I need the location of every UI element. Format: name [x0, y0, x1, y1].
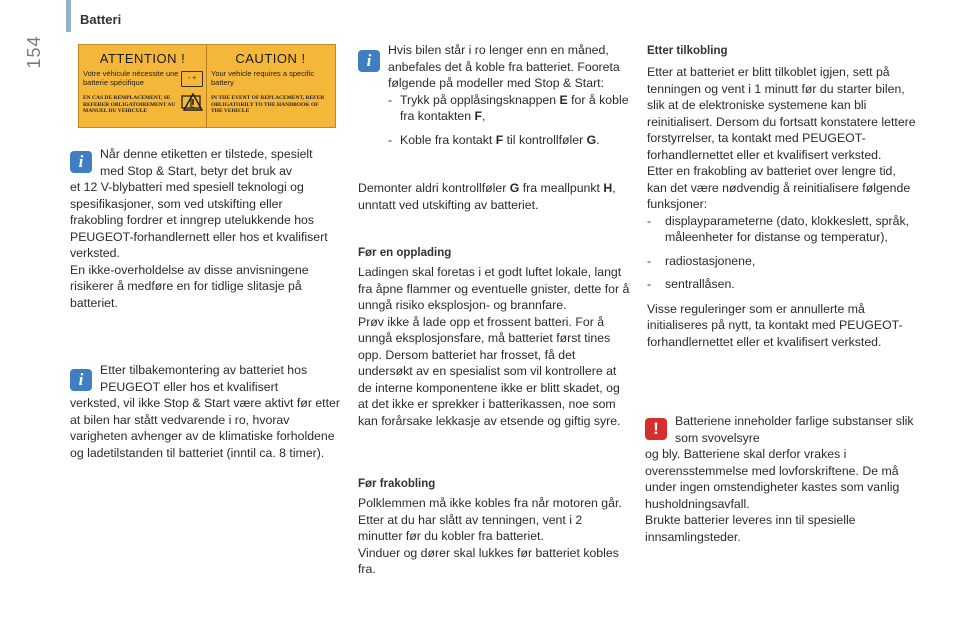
- note-label-meaning: [70, 146, 338, 311]
- info-icon: i: [70, 151, 92, 173]
- after-connect-body: Etter at batteriet er blitt tilkoblet igjen, sett på tenningen og vent i 1 minutt før du starter bilen, slik at de elektroniske systemene kan bli reinitialisert. Dersom du fortsatt konstatere lettere forstyrrelser, ta kontakt med PEUGEOT-forhandlernettet eller et kvalifisert verksted.: [647, 65, 916, 162]
- after-connect-body-3: Visse reguleringer som er annullerte må initialiseres på nytt, ta kontakt med PEUGEOT-forhandlernettet eller et kvalifisert verksted.: [647, 301, 903, 349]
- key-label: F: [474, 109, 483, 123]
- heading-after-connect: Etter tilkobling: [647, 45, 728, 57]
- disposal-body: og bly. Batteriene skal derfor vrakes i overensstemmelse med lovforskriftene. De må under ingen omstendigheter kastes som vanlig husholdningsavfall.: [645, 447, 900, 511]
- note-stop-start: [70, 362, 342, 461]
- heading-charging: Før en opplading: [358, 247, 452, 259]
- note-long-parking: [358, 42, 630, 148]
- after-connect-body-2: Etter en frakobling av batteriet over lengre tid, kan det være nødvendig å reinitialisere følgende funksjoner:: [647, 164, 911, 211]
- note-long-parking-intro: Hvis bilen står i ro lenger enn en måned, anbefales det å koble fra batteriet. Fooreta følgende på modeller med Stop & Start:: [388, 43, 620, 90]
- charging-body-2: Prøv ikke å lade opp et frossent batteri. For å unngå eksplosjonsfare, må batteriet først tines opp. Dersom batteriet har frosset, få det undersøkt av en spesialist som vil kontrollere at de interne komponentene ikke er blitt skadet, og at det ikke er sprekker i batterikassen, noe som kan forårsake lekkasje av etsende og giftig syre.: [358, 314, 621, 428]
- label-french-warning: EN CAS DE REMPLACEMENT, SE REFERER OBLIGATOIREMENT AU MANUEL DU VEHICULE: [83, 95, 176, 114]
- demonter-warning: Demonter aldri kontrollføler G fra meallpunkt H, unntatt ved utskifting av batteriet.: [358, 181, 616, 212]
- note-stop-start-lead: Etter tilbakemontering av batteriet hos PEUGEOT eller hos et kvalifisert: [100, 363, 308, 394]
- note-stop-start-body: verksted, vil ikke Stop & Start være aktivt før etter at bilen har stått vedvarende i ro, hvorav varigheten avhenger av de klimatiske forholdene og ladetilstanden til batteriet (inntil ca. 8 timer).: [70, 396, 340, 460]
- label-english-half: [207, 45, 334, 127]
- charging-body: Ladingen skal foretas i et godt luftet lokale, langt fra åpne flammer og eventuelle gnister, dette for å unngå risiko eksplosjon- og brannfare.: [358, 265, 630, 312]
- disposal-body-2: Brukte batterier leveres inn til spesielle innsamlingsteder.: [645, 513, 856, 544]
- label-french-title: ATTENTION !: [99, 51, 186, 66]
- note-label-lead: Når denne etiketten er tilstede, spesielt med Stop & Start, betyr det bruk av: [100, 147, 313, 178]
- list-item: - sentrallåsen.: [647, 277, 735, 291]
- charging-section: [358, 264, 630, 429]
- disconnect-body-2: Etter at du har slått av tenningen, vent i 2 minutter før du kobler fra batteriet.: [358, 512, 583, 543]
- disconnect-section: [358, 495, 630, 578]
- info-icon: i: [70, 369, 92, 391]
- after-connect-section: [647, 64, 917, 350]
- note-label-body: et 12 V-blybatteri med spesiell teknologi og spesifikasjoner, som ved utskifting eller frakobling fordrer et inngrep utelukkende hos PEUGEOT-forhandlernett eller hos et kvalifisert verksted.: [70, 180, 328, 260]
- note-battery-disposal: [645, 413, 917, 545]
- list-item: - radiostasjonene,: [647, 253, 756, 268]
- battery-icon: - +: [181, 71, 203, 87]
- info-icon: i: [358, 50, 380, 72]
- key-label: G: [586, 132, 597, 147]
- list-item: - displayparameterne (dato, klokkeslett, språk, måleenheter for distanse og temperatur),: [647, 213, 910, 244]
- key-label: E: [559, 92, 568, 107]
- note-label-body-2: En ikke-overholdelse av disse anvisningene risikerer å medføre en for tidlige slitasje på batteriet.: [70, 262, 309, 310]
- sidebar-accent-bar: [66, 0, 71, 32]
- label-english-title: CAUTION !: [235, 51, 306, 66]
- page-number: 154: [24, 35, 44, 69]
- key-label: G: [509, 181, 520, 195]
- disposal-lead: Batteriene inneholder farlige substanser slik som svovelsyre: [675, 414, 914, 445]
- disconnect-body: Polklemmen må ikke kobles fra når motoren går.: [358, 496, 622, 510]
- step-item: - Koble fra kontakt F til kontrollføler G.: [388, 132, 600, 147]
- section-title: Batteri: [80, 12, 122, 27]
- step-item: - Trykk på opplåsingsknappen E for å koble fra kontakten F,: [388, 92, 629, 123]
- warning-icon: !: [645, 418, 667, 440]
- heading-disconnect: Før frakobling: [358, 478, 436, 490]
- label-french-subtitle: Votre véhicule nécessite une batterie spécifique: [83, 69, 179, 87]
- manual-book-icon: [181, 95, 201, 109]
- disconnect-body-3: Vinduer og dører skal lukkes før batteriet kobles fra.: [358, 545, 619, 576]
- label-english-warning: IN THE EVENT OF REPLACEMENT, REFER OBLIGATORILY TO THE HANDBOOK OF THE VEHICLE: [211, 95, 325, 114]
- label-french-half: [79, 45, 207, 127]
- battery-warning-label: [78, 44, 336, 128]
- key-label: H: [603, 181, 613, 195]
- key-label: F: [495, 132, 504, 147]
- label-english-subtitle: Your vehicle requires a specific battery: [211, 69, 315, 87]
